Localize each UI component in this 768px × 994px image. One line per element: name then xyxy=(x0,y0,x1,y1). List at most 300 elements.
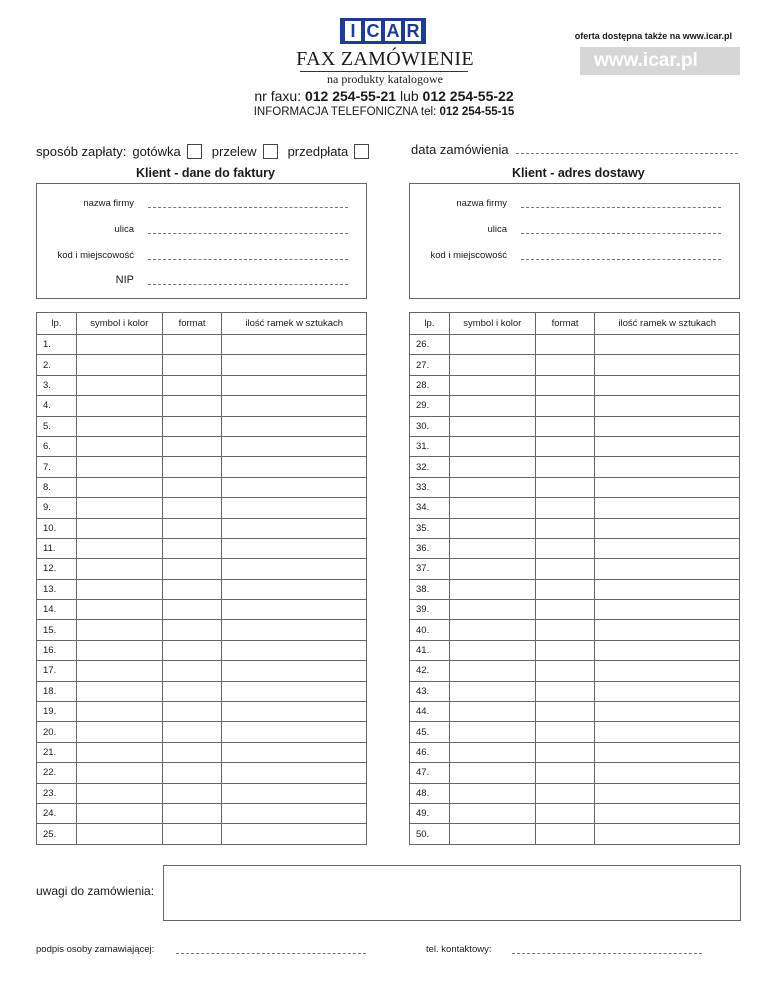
row-number: 2. xyxy=(37,355,77,375)
quantity-cell[interactable] xyxy=(222,559,367,579)
format-cell[interactable] xyxy=(535,559,595,579)
order-items-table-left xyxy=(36,312,367,845)
shipping-city-label: kod i miejscowość xyxy=(430,250,507,261)
quantity-cell[interactable] xyxy=(595,824,740,844)
shipping-street-field[interactable] xyxy=(521,233,721,234)
table-row xyxy=(410,559,740,579)
symbol-cell[interactable] xyxy=(449,518,535,538)
row-number: 15. xyxy=(37,620,77,640)
row-number: 42. xyxy=(410,661,450,681)
quantity-cell[interactable] xyxy=(595,559,740,579)
symbol-cell[interactable] xyxy=(449,742,535,762)
format-cell[interactable] xyxy=(535,457,595,477)
symbol-cell[interactable] xyxy=(449,661,535,681)
table-header-row xyxy=(37,313,367,335)
billing-nip-label: NIP xyxy=(115,274,134,286)
quantity-cell[interactable] xyxy=(222,335,367,355)
row-number: 37. xyxy=(410,559,450,579)
quantity-cell[interactable] xyxy=(222,477,367,497)
format-cell[interactable] xyxy=(535,722,595,742)
quantity-cell[interactable] xyxy=(222,518,367,538)
row-number: 38. xyxy=(410,579,450,599)
table-row xyxy=(37,600,367,620)
contact-phone-field[interactable] xyxy=(512,953,702,954)
table-row xyxy=(37,763,367,783)
quantity-cell[interactable] xyxy=(222,498,367,518)
table-row xyxy=(410,579,740,599)
info-prefix: INFORMACJA TELEFONICZNA tel: xyxy=(253,106,437,118)
format-cell[interactable] xyxy=(535,681,595,701)
quantity-cell[interactable] xyxy=(595,783,740,803)
quantity-cell[interactable] xyxy=(222,742,367,762)
quantity-cell[interactable] xyxy=(595,702,740,722)
row-number: 50. xyxy=(410,824,450,844)
quantity-cell[interactable] xyxy=(222,416,367,436)
format-cell[interactable] xyxy=(535,702,595,722)
row-number: 3. xyxy=(37,375,77,395)
format-cell[interactable] xyxy=(162,416,222,436)
row-number: 28. xyxy=(410,375,450,395)
table-row xyxy=(37,803,367,823)
format-cell[interactable] xyxy=(162,620,222,640)
logo-letter: C xyxy=(366,21,380,41)
shipping-company-field[interactable] xyxy=(521,207,721,208)
logo-letter: R xyxy=(406,21,420,41)
format-cell[interactable] xyxy=(162,538,222,558)
symbol-cell[interactable] xyxy=(449,702,535,722)
format-cell[interactable] xyxy=(535,416,595,436)
row-number: 5. xyxy=(37,416,77,436)
symbol-cell[interactable] xyxy=(449,538,535,558)
symbol-cell[interactable] xyxy=(76,498,162,518)
order-date-label: data zamówienia xyxy=(411,142,509,157)
row-number: 25. xyxy=(37,824,77,844)
symbol-cell[interactable] xyxy=(449,396,535,416)
quantity-cell[interactable] xyxy=(595,355,740,375)
symbol-cell[interactable] xyxy=(76,600,162,620)
billing-company-field[interactable] xyxy=(148,207,348,208)
billing-street-field[interactable] xyxy=(148,233,348,234)
format-cell[interactable] xyxy=(162,335,222,355)
format-cell[interactable] xyxy=(535,518,595,538)
quantity-cell[interactable] xyxy=(595,457,740,477)
table-row xyxy=(410,742,740,762)
row-number: 10. xyxy=(37,518,77,538)
quantity-cell[interactable] xyxy=(595,620,740,640)
table-row xyxy=(410,375,740,395)
symbol-cell[interactable] xyxy=(76,824,162,844)
shipping-company-label: nazwa firmy xyxy=(456,198,507,209)
format-cell[interactable] xyxy=(535,477,595,497)
symbol-cell[interactable] xyxy=(76,640,162,660)
symbol-cell[interactable] xyxy=(449,375,535,395)
quantity-cell[interactable] xyxy=(595,722,740,742)
symbol-cell[interactable] xyxy=(76,396,162,416)
fax-numbers-line xyxy=(0,88,768,104)
quantity-cell[interactable] xyxy=(222,355,367,375)
table-row xyxy=(37,722,367,742)
table-row xyxy=(37,559,367,579)
row-number: 40. xyxy=(410,620,450,640)
table-row xyxy=(410,722,740,742)
row-number: 49. xyxy=(410,803,450,823)
symbol-cell[interactable] xyxy=(449,335,535,355)
row-number: 4. xyxy=(37,396,77,416)
symbol-cell[interactable] xyxy=(449,416,535,436)
symbol-cell[interactable] xyxy=(76,436,162,456)
table-row xyxy=(37,477,367,497)
payment-option-cash: gotówka xyxy=(132,143,181,159)
table-row xyxy=(410,518,740,538)
logo-letter: A xyxy=(386,21,400,41)
row-number: 44. xyxy=(410,702,450,722)
table-row xyxy=(37,620,367,640)
format-cell[interactable] xyxy=(162,763,222,783)
format-cell[interactable] xyxy=(162,436,222,456)
symbol-cell[interactable] xyxy=(76,538,162,558)
quantity-cell[interactable] xyxy=(595,742,740,762)
table-header-row xyxy=(410,313,740,335)
order-date-field[interactable] xyxy=(516,153,738,154)
info-phone-line xyxy=(0,106,768,118)
symbol-cell[interactable] xyxy=(76,335,162,355)
logo-letter: I xyxy=(345,21,361,41)
symbol-cell[interactable] xyxy=(449,600,535,620)
symbol-cell[interactable] xyxy=(449,477,535,497)
row-number: 31. xyxy=(410,436,450,456)
quantity-cell[interactable] xyxy=(222,600,367,620)
row-number: 47. xyxy=(410,763,450,783)
row-number: 35. xyxy=(410,518,450,538)
payment-option-transfer: przelew xyxy=(211,143,257,159)
website-banner: www.icar.pl xyxy=(580,47,740,75)
row-number: 7. xyxy=(37,457,77,477)
quantity-cell[interactable] xyxy=(222,722,367,742)
format-cell[interactable] xyxy=(162,722,222,742)
table-row xyxy=(37,518,367,538)
quantity-cell[interactable] xyxy=(595,681,740,701)
icar-logo xyxy=(340,18,426,44)
table-row xyxy=(37,457,367,477)
table-row xyxy=(410,600,740,620)
fax-number-1: 012 254-55-21 xyxy=(304,88,397,104)
col-header-quantity: ilość ramek w sztukach xyxy=(222,313,367,335)
row-number: 26. xyxy=(410,335,450,355)
quantity-cell[interactable] xyxy=(222,620,367,640)
row-number: 16. xyxy=(37,640,77,660)
quantity-cell[interactable] xyxy=(595,498,740,518)
quantity-cell[interactable] xyxy=(595,375,740,395)
table-row xyxy=(410,702,740,722)
table-row xyxy=(410,396,740,416)
quantity-cell[interactable] xyxy=(595,335,740,355)
table-row xyxy=(410,803,740,823)
document-subtitle: na produkty katalogowe xyxy=(327,72,443,86)
billing-street-label: ulica xyxy=(114,224,134,235)
quantity-cell[interactable] xyxy=(595,538,740,558)
symbol-cell[interactable] xyxy=(449,457,535,477)
format-cell[interactable] xyxy=(535,824,595,844)
symbol-cell[interactable] xyxy=(76,579,162,599)
quantity-cell[interactable] xyxy=(595,803,740,823)
row-number: 30. xyxy=(410,416,450,436)
row-number: 43. xyxy=(410,681,450,701)
row-number: 32. xyxy=(410,457,450,477)
table-row xyxy=(410,763,740,783)
row-number: 17. xyxy=(37,661,77,681)
payment-option-prepayment: przedpłata xyxy=(287,143,349,159)
row-number: 34. xyxy=(410,498,450,518)
row-number: 24. xyxy=(37,803,77,823)
symbol-cell[interactable] xyxy=(449,783,535,803)
symbol-cell[interactable] xyxy=(449,722,535,742)
format-cell[interactable] xyxy=(535,579,595,599)
symbol-cell[interactable] xyxy=(76,803,162,823)
quantity-cell[interactable] xyxy=(222,803,367,823)
quantity-cell[interactable] xyxy=(222,763,367,783)
row-number: 46. xyxy=(410,742,450,762)
symbol-cell[interactable] xyxy=(76,518,162,538)
format-cell[interactable] xyxy=(162,803,222,823)
table-row xyxy=(410,620,740,640)
fax-or: lub xyxy=(399,88,419,104)
format-cell[interactable] xyxy=(162,661,222,681)
quantity-cell[interactable] xyxy=(595,396,740,416)
format-cell[interactable] xyxy=(162,681,222,701)
symbol-cell[interactable] xyxy=(76,416,162,436)
format-cell[interactable] xyxy=(535,661,595,681)
symbol-cell[interactable] xyxy=(449,640,535,660)
format-cell[interactable] xyxy=(162,477,222,497)
format-cell[interactable] xyxy=(535,396,595,416)
row-number: 14. xyxy=(37,600,77,620)
row-number: 33. xyxy=(410,477,450,497)
format-cell[interactable] xyxy=(535,375,595,395)
table-row xyxy=(410,355,740,375)
format-cell[interactable] xyxy=(535,763,595,783)
table-row xyxy=(410,661,740,681)
checkbox-transfer[interactable] xyxy=(263,144,278,159)
table-row xyxy=(37,416,367,436)
symbol-cell[interactable] xyxy=(449,824,535,844)
remarks-field[interactable] xyxy=(163,865,741,921)
row-number: 8. xyxy=(37,477,77,497)
format-cell[interactable] xyxy=(535,355,595,375)
checkbox-prepayment[interactable] xyxy=(354,144,369,159)
quantity-cell[interactable] xyxy=(222,538,367,558)
table-row xyxy=(37,498,367,518)
format-cell[interactable] xyxy=(162,579,222,599)
col-header-format: format xyxy=(162,313,222,335)
billing-city-label: kod i miejscowość xyxy=(57,250,134,261)
quantity-cell[interactable] xyxy=(595,436,740,456)
format-cell[interactable] xyxy=(162,498,222,518)
symbol-cell[interactable] xyxy=(449,559,535,579)
format-cell[interactable] xyxy=(162,742,222,762)
table-row xyxy=(410,783,740,803)
format-cell[interactable] xyxy=(535,498,595,518)
col-header-format: format xyxy=(535,313,595,335)
shipping-city-field[interactable] xyxy=(521,259,721,260)
quantity-cell[interactable] xyxy=(222,783,367,803)
symbol-cell[interactable] xyxy=(76,661,162,681)
signature-label: podpis osoby zamawiającej: xyxy=(36,944,155,955)
format-cell[interactable] xyxy=(162,702,222,722)
symbol-cell[interactable] xyxy=(76,681,162,701)
symbol-cell[interactable] xyxy=(449,498,535,518)
symbol-cell[interactable] xyxy=(449,681,535,701)
table-row xyxy=(37,681,367,701)
info-phone: 012 254-55-15 xyxy=(439,106,515,118)
row-number: 13. xyxy=(37,579,77,599)
table-row xyxy=(410,436,740,456)
symbol-cell[interactable] xyxy=(76,457,162,477)
quantity-cell[interactable] xyxy=(222,436,367,456)
format-cell[interactable] xyxy=(162,559,222,579)
quantity-cell[interactable] xyxy=(222,396,367,416)
row-number: 41. xyxy=(410,640,450,660)
format-cell[interactable] xyxy=(535,803,595,823)
symbol-cell[interactable] xyxy=(76,783,162,803)
quantity-cell[interactable] xyxy=(595,600,740,620)
quantity-cell[interactable] xyxy=(222,640,367,660)
table-row xyxy=(410,681,740,701)
format-cell[interactable] xyxy=(162,355,222,375)
order-items-table-right xyxy=(409,312,740,845)
quantity-cell[interactable] xyxy=(595,640,740,660)
table-row xyxy=(37,396,367,416)
billing-city-field[interactable] xyxy=(148,259,348,260)
symbol-cell[interactable] xyxy=(76,375,162,395)
format-cell[interactable] xyxy=(535,783,595,803)
symbol-cell[interactable] xyxy=(76,763,162,783)
table-row xyxy=(37,742,367,762)
format-cell[interactable] xyxy=(535,640,595,660)
row-number: 39. xyxy=(410,600,450,620)
table-row xyxy=(37,335,367,355)
format-cell[interactable] xyxy=(535,436,595,456)
row-number: 19. xyxy=(37,702,77,722)
row-number: 22. xyxy=(37,763,77,783)
symbol-cell[interactable] xyxy=(76,355,162,375)
table-row xyxy=(37,783,367,803)
quantity-cell[interactable] xyxy=(222,579,367,599)
quantity-cell[interactable] xyxy=(222,702,367,722)
quantity-cell[interactable] xyxy=(222,457,367,477)
row-number: 6. xyxy=(37,436,77,456)
quantity-cell[interactable] xyxy=(595,763,740,783)
row-number: 48. xyxy=(410,783,450,803)
table-row xyxy=(410,538,740,558)
contact-phone-label: tel. kontaktowy: xyxy=(426,944,492,955)
table-row xyxy=(410,640,740,660)
row-number: 20. xyxy=(37,722,77,742)
format-cell[interactable] xyxy=(162,457,222,477)
col-header-symbol: symbol i kolor xyxy=(449,313,535,335)
table-row xyxy=(37,579,367,599)
col-header-quantity: ilość ramek w sztukach xyxy=(595,313,740,335)
billing-section-title: Klient - dane do faktury xyxy=(136,166,275,180)
table-row xyxy=(37,702,367,722)
quantity-cell[interactable] xyxy=(595,518,740,538)
table-row xyxy=(37,436,367,456)
quantity-cell[interactable] xyxy=(222,681,367,701)
table-row xyxy=(410,824,740,844)
format-cell[interactable] xyxy=(535,538,595,558)
symbol-cell[interactable] xyxy=(449,579,535,599)
symbol-cell[interactable] xyxy=(76,620,162,640)
quantity-cell[interactable] xyxy=(595,579,740,599)
format-cell[interactable] xyxy=(162,824,222,844)
col-header-lp: lp. xyxy=(410,313,450,335)
table-row xyxy=(410,416,740,436)
quantity-cell[interactable] xyxy=(595,661,740,681)
format-cell[interactable] xyxy=(535,620,595,640)
quantity-cell[interactable] xyxy=(595,477,740,497)
shipping-street-label: ulica xyxy=(487,224,507,235)
document-title: FAX ZAMÓWIENIE xyxy=(296,48,474,70)
format-cell[interactable] xyxy=(162,640,222,660)
table-row xyxy=(410,335,740,355)
remarks-label: uwagi do zamówienia: xyxy=(36,884,155,898)
table-row xyxy=(37,640,367,660)
quantity-cell[interactable] xyxy=(222,824,367,844)
signature-field[interactable] xyxy=(176,953,366,954)
row-number: 45. xyxy=(410,722,450,742)
row-number: 11. xyxy=(37,538,77,558)
checkbox-cash[interactable] xyxy=(187,144,202,159)
symbol-cell[interactable] xyxy=(76,559,162,579)
format-cell[interactable] xyxy=(535,600,595,620)
symbol-cell[interactable] xyxy=(76,742,162,762)
symbol-cell[interactable] xyxy=(449,763,535,783)
quantity-cell[interactable] xyxy=(595,416,740,436)
row-number: 1. xyxy=(37,335,77,355)
format-cell[interactable] xyxy=(162,518,222,538)
payment-label: sposób zapłaty: xyxy=(36,143,127,159)
symbol-cell[interactable] xyxy=(76,477,162,497)
format-cell[interactable] xyxy=(162,783,222,803)
col-header-symbol: symbol i kolor xyxy=(76,313,162,335)
col-header-lp: lp. xyxy=(37,313,77,335)
row-number: 27. xyxy=(410,355,450,375)
table-row xyxy=(37,661,367,681)
row-number: 36. xyxy=(410,538,450,558)
format-cell[interactable] xyxy=(162,396,222,416)
format-cell[interactable] xyxy=(535,742,595,762)
billing-nip-field[interactable] xyxy=(148,284,348,285)
table-row xyxy=(410,498,740,518)
symbol-cell[interactable] xyxy=(449,803,535,823)
quantity-cell[interactable] xyxy=(222,375,367,395)
payment-method-row xyxy=(36,142,379,160)
table-row xyxy=(37,355,367,375)
symbol-cell[interactable] xyxy=(76,722,162,742)
symbol-cell[interactable] xyxy=(76,702,162,722)
symbol-cell[interactable] xyxy=(449,620,535,640)
fax-prefix: nr faxu: xyxy=(254,88,302,104)
format-cell[interactable] xyxy=(162,375,222,395)
table-row xyxy=(410,477,740,497)
row-number: 21. xyxy=(37,742,77,762)
format-cell[interactable] xyxy=(535,335,595,355)
symbol-cell[interactable] xyxy=(449,355,535,375)
quantity-cell[interactable] xyxy=(222,661,367,681)
fax-number-2: 012 254-55-22 xyxy=(422,88,514,104)
table-row xyxy=(37,824,367,844)
format-cell[interactable] xyxy=(162,600,222,620)
symbol-cell[interactable] xyxy=(449,436,535,456)
